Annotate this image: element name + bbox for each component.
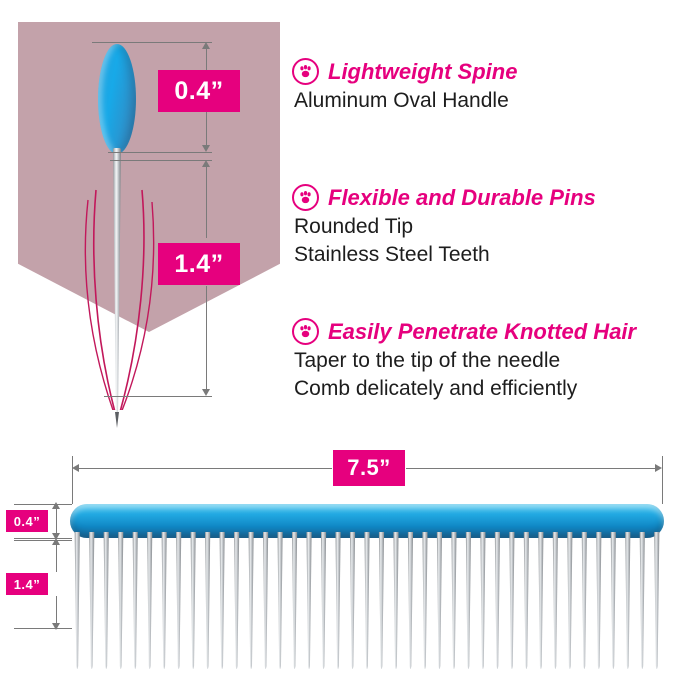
- measurement-total-length: 7.5”: [333, 450, 405, 486]
- measurement-teeth-height: 1.4”: [6, 573, 48, 595]
- dim-arrow-right-total: [655, 464, 662, 472]
- comb-teeth-graphic: [70, 532, 664, 672]
- feature-heading: [292, 184, 672, 211]
- feature-block-lightweight-spine: [292, 58, 672, 113]
- measurement-spine-height: 0.4”: [6, 510, 48, 532]
- feature-title: Flexible and Durable Pins: [328, 184, 596, 210]
- feature-title: Easily Penetrate Knotted Hair: [328, 318, 637, 344]
- dim-arrow-up-04: [202, 42, 210, 49]
- dim-arrow-up-14: [202, 160, 210, 167]
- feature-block-flexible-pins: [292, 184, 672, 267]
- dim-guide-teeth-top: [110, 160, 212, 161]
- bottom-product-panel: [0, 432, 679, 679]
- dim-guide-teeth-top-bottom: [14, 540, 72, 541]
- paw-icon: [292, 184, 319, 211]
- dim-arrow-down-teeth: [52, 623, 60, 630]
- dim-guide-teeth-bottom-bottom: [14, 628, 72, 629]
- pin-shaft-graphic: [113, 148, 121, 420]
- paw-icon: [292, 58, 319, 85]
- measurement-handle-width: 0.4”: [158, 70, 240, 112]
- dim-arrow-up-teeth: [52, 538, 60, 545]
- oval-handle-graphic: [98, 44, 136, 154]
- feature-detail-line: Rounded Tip: [294, 215, 414, 238]
- dim-guide-spine-top: [14, 504, 72, 505]
- feature-detail-line: Aluminum Oval Handle: [294, 89, 509, 112]
- pin-tip-graphic: [115, 412, 119, 428]
- feature-detail-line: Comb delicately and efficiently: [294, 377, 578, 400]
- measurement-tooth-length: 1.4”: [158, 243, 240, 285]
- dim-tick-right-total: [662, 456, 663, 504]
- dim-arrow-up-spine: [52, 502, 60, 509]
- dim-line-total-left: [76, 468, 332, 469]
- dim-guide-top: [92, 42, 212, 43]
- dim-arrow-down-14: [202, 389, 210, 396]
- dim-guide-teeth-bottom: [104, 396, 212, 397]
- dim-guide-spine-bottom: [14, 538, 72, 539]
- dim-arrow-left-total: [72, 464, 79, 472]
- feature-detail-line: Taper to the tip of the needle: [294, 349, 561, 372]
- dim-arrow-down-04: [202, 145, 210, 152]
- feature-heading: [292, 318, 672, 345]
- feature-title: Lightweight Spine: [328, 58, 518, 84]
- dim-guide-handle-bottom: [108, 152, 212, 153]
- dim-line-14-upper: [206, 166, 207, 238]
- feature-heading: [292, 58, 672, 85]
- paw-icon: [292, 318, 319, 345]
- dim-line-04-lower: [206, 112, 207, 148]
- feature-detail-line: Stainless Steel Teeth: [294, 243, 490, 266]
- dim-line-total-right: [406, 468, 660, 469]
- dim-line-14-lower: [206, 286, 207, 390]
- feature-block-penetrate-knots: [292, 318, 672, 401]
